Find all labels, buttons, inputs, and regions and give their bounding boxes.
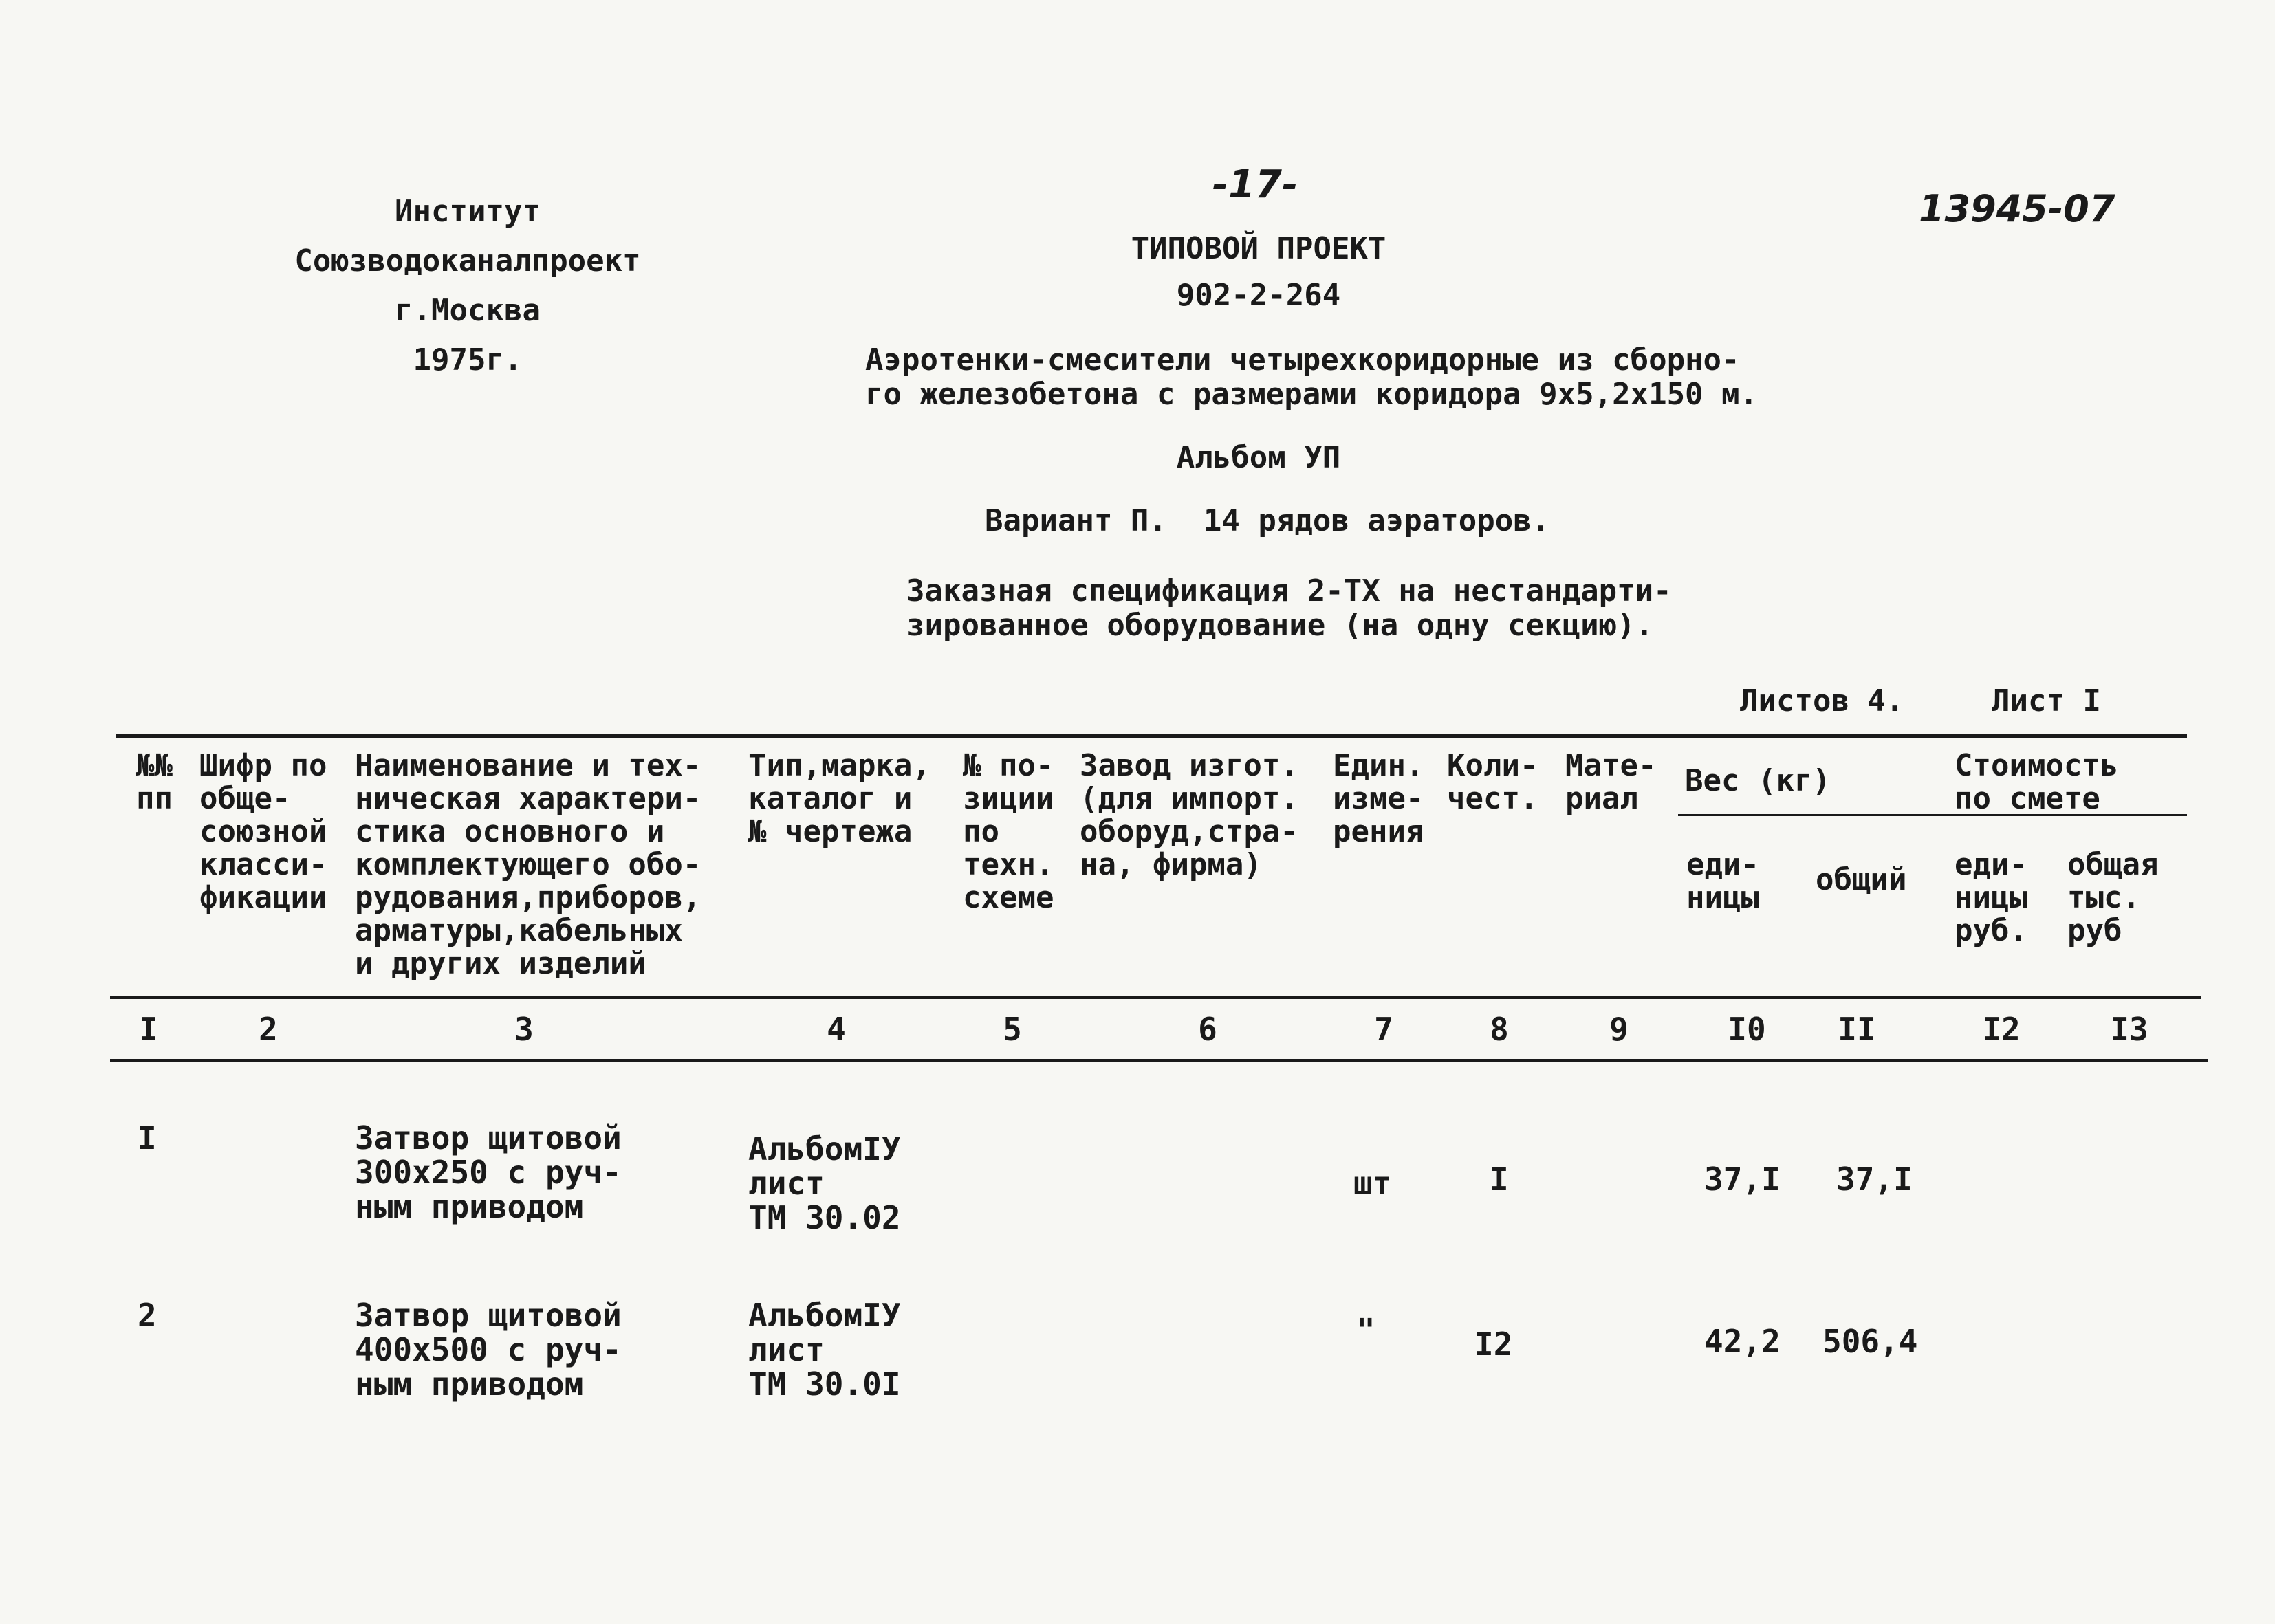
column-number: 8 xyxy=(1490,1011,1509,1048)
project-label: ТИПОВОЙ ПРОЕКТ xyxy=(1131,231,1386,266)
column-number: 7 xyxy=(1374,1011,1393,1048)
column-number: I3 xyxy=(2110,1011,2148,1048)
header-classification-code: Шифр по обще- союзной класси- фикации xyxy=(199,748,327,915)
column-number: 6 xyxy=(1198,1011,1217,1048)
header-unit: Един. изме- рения xyxy=(1333,748,1424,849)
header-manufacturer: Завод изгот. (для импорт. оборуд,стра- на, фирма) xyxy=(1080,748,1298,882)
row-unit: шт xyxy=(1353,1165,1392,1202)
project-title-line: Аэротенки-смесители четырехкоридорные из сборно- xyxy=(865,342,1740,377)
institute-line: г.Москва xyxy=(395,293,541,328)
column-number: 2 xyxy=(259,1011,278,1048)
variant-label: Вариант П. 14 рядов аэраторов. xyxy=(985,503,1550,538)
album-label: Альбом УП xyxy=(1176,440,1341,475)
row-type: АльбомIУ лист ТМ 30.0I xyxy=(748,1297,901,1403)
institute-line: 1975г. xyxy=(413,342,523,377)
column-number: I2 xyxy=(1982,1011,2021,1048)
project-number: 902-2-264 xyxy=(1176,278,1341,313)
header-type-catalog: Тип,марка, каталог и № чертежа xyxy=(748,748,930,849)
spec-title-line: зированное оборудование (на одну секцию). xyxy=(906,608,1654,643)
row-weight-total: 506,4 xyxy=(1822,1323,1918,1360)
page-number: -17- xyxy=(1212,162,1298,207)
header-cost-unit: еди- ницы руб. xyxy=(1955,847,2027,948)
row-weight-total: 37,I xyxy=(1836,1161,1913,1198)
header-cost-total: общая тыс. руб xyxy=(2067,847,2159,948)
row-weight-unit: 42,2 xyxy=(1704,1323,1781,1360)
header-cost: Стоимость по смете xyxy=(1955,748,2119,816)
column-number: II xyxy=(1838,1011,1876,1048)
row-name: Затвор щитовой 300х250 с руч- ным приводом xyxy=(355,1119,622,1225)
column-number: I xyxy=(139,1011,158,1048)
header-name-description: Наименование и тех- ническая характери- стика основного и комплектующего обо- рудования,приборов, арматуры,кабельных и других изделий xyxy=(355,748,701,981)
row-type: АльбомIУ лист ТМ 30.02 xyxy=(748,1130,901,1236)
header-weight: Вес (кг) xyxy=(1685,763,1831,798)
header-quantity: Коли- чест. xyxy=(1447,748,1538,816)
sheet-current: Лист I xyxy=(1992,683,2101,718)
row-weight-unit: 37,I xyxy=(1704,1161,1781,1198)
column-number: I0 xyxy=(1728,1011,1766,1048)
row-quantity: I xyxy=(1490,1161,1509,1198)
column-number: 4 xyxy=(827,1011,846,1048)
row-number: I xyxy=(138,1119,157,1156)
institute-line: Союзводоканалпроект xyxy=(294,243,641,278)
header-weight-unit: еди- ницы xyxy=(1686,847,1759,915)
column-number: 9 xyxy=(1609,1011,1629,1048)
institute-line: Институт xyxy=(395,194,541,229)
header-weight-total: общий xyxy=(1816,862,1907,897)
project-title-line: го железобетона с размерами коридора 9х5,2х150 м. xyxy=(865,377,1759,412)
header-material: Мате- риал xyxy=(1565,748,1657,816)
header-row-number: №№ пп xyxy=(136,748,173,816)
row-number: 2 xyxy=(138,1297,157,1334)
sheets-total: Листов 4. xyxy=(1740,683,1904,718)
spec-title-line: Заказная спецификация 2-ТХ на нестандарти- xyxy=(906,573,1672,608)
header-bottom-rule xyxy=(110,996,2201,999)
header-position: № по- зиции по техн. схеме xyxy=(963,748,1054,915)
column-numbers-rule xyxy=(110,1059,2208,1062)
row-quantity: I2 xyxy=(1474,1326,1513,1363)
document-code: 13945-07 xyxy=(1919,187,2115,230)
column-number: 3 xyxy=(514,1011,534,1048)
row-unit: " xyxy=(1356,1312,1375,1349)
column-number: 5 xyxy=(1003,1011,1022,1048)
row-name: Затвор щитовой 400х500 с руч- ным приводом xyxy=(355,1297,622,1403)
table-top-rule xyxy=(116,734,2187,738)
